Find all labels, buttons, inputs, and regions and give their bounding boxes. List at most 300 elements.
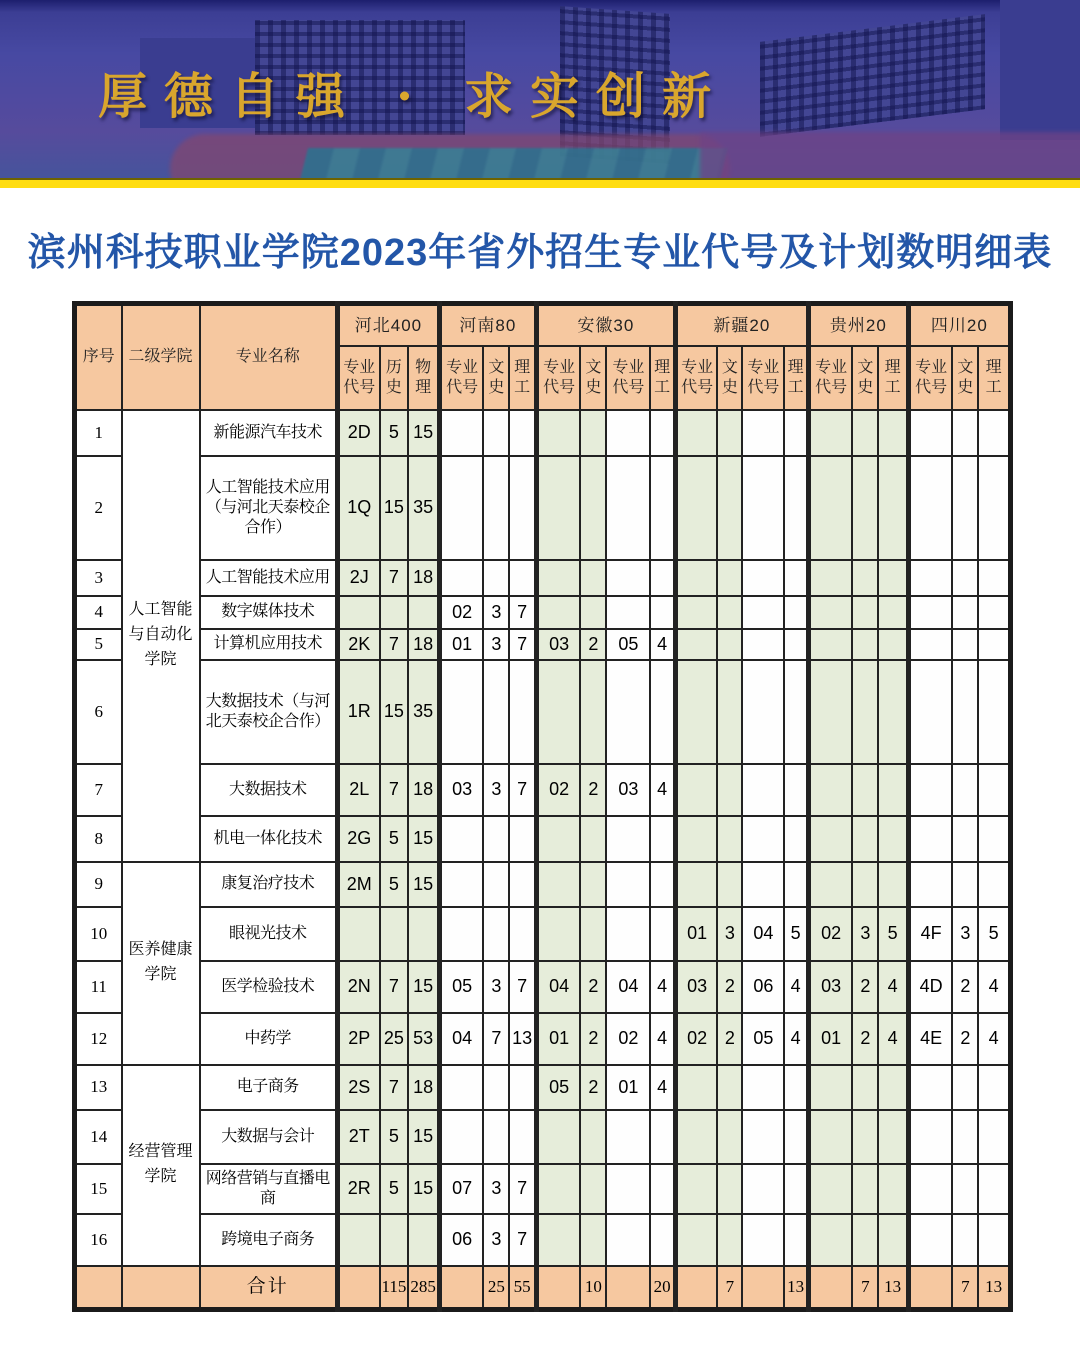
major-name-cell: 大数据与会计 xyxy=(200,1110,338,1164)
value-cell: 06 xyxy=(439,1214,483,1266)
value-cell: 01 xyxy=(808,1013,852,1065)
value-cell xyxy=(650,660,675,764)
value-cell: 03 xyxy=(439,764,483,816)
building-shape xyxy=(760,14,985,137)
value-cell xyxy=(675,816,717,862)
value-cell: 4F xyxy=(908,907,952,961)
value-cell: 02 xyxy=(536,764,580,816)
value-cell xyxy=(650,1214,675,1266)
value-cell xyxy=(908,1065,952,1110)
value-cell xyxy=(536,1214,580,1266)
subheader-cell: 物理 xyxy=(408,346,439,410)
total-value-cell: 7 xyxy=(852,1266,878,1310)
value-cell xyxy=(878,456,908,560)
value-cell xyxy=(536,862,580,907)
value-cell: 07 xyxy=(439,1164,483,1214)
value-cell xyxy=(717,560,742,596)
value-cell xyxy=(784,1065,808,1110)
value-cell: 7 xyxy=(380,560,409,596)
value-cell xyxy=(483,1110,509,1164)
value-cell xyxy=(439,660,483,764)
value-cell xyxy=(742,816,784,862)
value-cell xyxy=(742,764,784,816)
campus-ground-shape xyxy=(700,132,1080,178)
table-row xyxy=(75,862,1011,907)
value-cell: 06 xyxy=(742,961,784,1013)
table-row xyxy=(75,961,1011,1013)
value-cell xyxy=(606,410,650,456)
value-cell xyxy=(536,410,580,456)
value-cell xyxy=(742,596,784,629)
value-cell: 5 xyxy=(380,862,409,907)
value-cell xyxy=(483,560,509,596)
value-cell: 1R xyxy=(338,660,380,764)
value-cell xyxy=(606,596,650,629)
value-cell xyxy=(808,629,852,660)
value-cell: 05 xyxy=(536,1065,580,1110)
total-value-cell: 55 xyxy=(509,1266,536,1310)
major-name-cell: 新能源汽车技术 xyxy=(200,410,338,456)
value-cell xyxy=(536,907,580,961)
value-cell xyxy=(978,660,1010,764)
value-cell xyxy=(509,907,536,961)
row-number-cell: 4 xyxy=(75,596,122,629)
value-cell xyxy=(952,596,978,629)
value-cell xyxy=(439,907,483,961)
value-cell xyxy=(784,660,808,764)
value-cell xyxy=(483,907,509,961)
subheader-cell: 理工 xyxy=(978,346,1010,410)
row-number-cell: 9 xyxy=(75,862,122,907)
subheader-cell: 专业代号 xyxy=(338,346,380,410)
value-cell: 5 xyxy=(380,1164,409,1214)
value-cell: 2K xyxy=(338,629,380,660)
value-cell xyxy=(808,560,852,596)
value-cell: 2 xyxy=(580,961,606,1013)
value-cell: 7 xyxy=(509,961,536,1013)
value-cell xyxy=(978,764,1010,816)
value-cell xyxy=(978,1065,1010,1110)
value-cell xyxy=(908,764,952,816)
value-cell: 03 xyxy=(675,961,717,1013)
value-cell xyxy=(742,1164,784,1214)
value-cell xyxy=(908,1164,952,1214)
page-title: 滨州科技职业学院2023年省外招生专业代号及计划数明细表 xyxy=(27,232,1053,274)
value-cell xyxy=(878,596,908,629)
value-cell xyxy=(580,862,606,907)
value-cell: 2N xyxy=(338,961,380,1013)
total-value-cell xyxy=(675,1266,717,1310)
value-cell xyxy=(483,862,509,907)
value-cell xyxy=(952,862,978,907)
value-cell: 18 xyxy=(408,629,439,660)
value-cell: 7 xyxy=(380,764,409,816)
value-cell: 2 xyxy=(717,1013,742,1065)
subheader-cell: 专业代号 xyxy=(606,346,650,410)
school-motto-text: 厚德自强 · 求实创新 xyxy=(98,67,729,125)
value-cell: 3 xyxy=(483,596,509,629)
value-cell: 03 xyxy=(606,764,650,816)
row-number-cell: 15 xyxy=(75,1164,122,1214)
value-cell: 4 xyxy=(650,1013,675,1065)
value-cell xyxy=(952,816,978,862)
value-cell: 2 xyxy=(580,629,606,660)
value-cell xyxy=(439,410,483,456)
value-cell xyxy=(650,907,675,961)
value-cell: 4 xyxy=(650,764,675,816)
value-cell xyxy=(952,660,978,764)
table-row xyxy=(75,907,1011,961)
value-cell xyxy=(878,560,908,596)
value-cell: 05 xyxy=(439,961,483,1013)
value-cell xyxy=(784,816,808,862)
value-cell xyxy=(675,764,717,816)
value-cell xyxy=(878,862,908,907)
value-cell xyxy=(650,456,675,560)
value-cell: 18 xyxy=(408,764,439,816)
value-cell xyxy=(509,1065,536,1110)
value-cell xyxy=(908,596,952,629)
subheader-cell: 专业代号 xyxy=(536,346,580,410)
table-row xyxy=(75,1110,1011,1164)
value-cell xyxy=(952,410,978,456)
major-name-cell: 人工智能技术应用 xyxy=(200,560,338,596)
value-cell xyxy=(978,410,1010,456)
value-cell xyxy=(878,764,908,816)
value-cell xyxy=(808,660,852,764)
value-cell: 5 xyxy=(978,907,1010,961)
value-cell xyxy=(650,596,675,629)
value-cell xyxy=(784,560,808,596)
value-cell: 2 xyxy=(852,961,878,1013)
subheader-cell: 文史 xyxy=(717,346,742,410)
value-cell: 25 xyxy=(380,1013,409,1065)
value-cell: 3 xyxy=(952,907,978,961)
value-cell xyxy=(808,410,852,456)
value-cell: 3 xyxy=(483,961,509,1013)
value-cell xyxy=(606,907,650,961)
value-cell xyxy=(650,1164,675,1214)
table-row xyxy=(75,660,1011,764)
value-cell: 01 xyxy=(439,629,483,660)
value-cell xyxy=(908,560,952,596)
value-cell: 4 xyxy=(784,1013,808,1065)
subheader-cell: 历史 xyxy=(380,346,409,410)
value-cell: 5 xyxy=(380,816,409,862)
total-label-cell: 合计 xyxy=(200,1266,338,1310)
total-value-cell xyxy=(808,1266,852,1310)
value-cell xyxy=(852,862,878,907)
value-cell xyxy=(439,816,483,862)
value-cell: 04 xyxy=(536,961,580,1013)
value-cell: 7 xyxy=(509,764,536,816)
row-number-cell: 3 xyxy=(75,560,122,596)
value-cell: 02 xyxy=(808,907,852,961)
value-cell xyxy=(852,1214,878,1266)
value-cell: 2G xyxy=(338,816,380,862)
total-value-cell: 10 xyxy=(580,1266,606,1310)
subheader-cell: 文史 xyxy=(952,346,978,410)
province-header: 安徽30 xyxy=(536,304,675,346)
value-cell: 02 xyxy=(606,1013,650,1065)
value-cell: 3 xyxy=(483,1164,509,1214)
value-cell xyxy=(952,456,978,560)
value-cell: 7 xyxy=(380,1065,409,1110)
value-cell xyxy=(606,456,650,560)
major-name-cell: 电子商务 xyxy=(200,1065,338,1110)
value-cell: 5 xyxy=(878,907,908,961)
major-name-cell: 眼视光技术 xyxy=(200,907,338,961)
subheader-cell: 专业代号 xyxy=(742,346,784,410)
total-value-cell: 13 xyxy=(878,1266,908,1310)
value-cell: 4E xyxy=(908,1013,952,1065)
corner-header-1: 序号 xyxy=(75,304,122,410)
value-cell: 2L xyxy=(338,764,380,816)
value-cell: 2D xyxy=(338,410,380,456)
value-cell: 15 xyxy=(408,961,439,1013)
total-value-cell xyxy=(439,1266,483,1310)
value-cell xyxy=(808,1214,852,1266)
value-cell: 4 xyxy=(878,1013,908,1065)
value-cell xyxy=(536,560,580,596)
value-cell: 15 xyxy=(408,410,439,456)
value-cell: 4 xyxy=(878,961,908,1013)
total-value-cell xyxy=(606,1266,650,1310)
major-name-cell: 康复治疗技术 xyxy=(200,862,338,907)
corner-header-3: 专业名称 xyxy=(200,304,338,410)
value-cell xyxy=(536,660,580,764)
value-cell xyxy=(878,1164,908,1214)
value-cell xyxy=(606,660,650,764)
value-cell: 02 xyxy=(675,1013,717,1065)
table-row xyxy=(75,629,1011,660)
value-cell: 4 xyxy=(978,1013,1010,1065)
province-header: 河南80 xyxy=(439,304,536,346)
total-empty-cell xyxy=(75,1266,122,1310)
value-cell xyxy=(675,629,717,660)
value-cell xyxy=(978,1214,1010,1266)
value-cell: 2P xyxy=(338,1013,380,1065)
value-cell xyxy=(808,862,852,907)
value-cell xyxy=(580,456,606,560)
value-cell xyxy=(675,560,717,596)
value-cell xyxy=(483,456,509,560)
value-cell xyxy=(978,456,1010,560)
value-cell: 13 xyxy=(509,1013,536,1065)
value-cell xyxy=(536,816,580,862)
table-row xyxy=(75,816,1011,862)
value-cell xyxy=(878,1065,908,1110)
value-cell xyxy=(908,410,952,456)
value-cell xyxy=(675,660,717,764)
row-number-cell: 1 xyxy=(75,410,122,456)
value-cell xyxy=(952,560,978,596)
row-number-cell: 14 xyxy=(75,1110,122,1164)
value-cell xyxy=(509,410,536,456)
value-cell: 3 xyxy=(717,907,742,961)
value-cell: 7 xyxy=(509,1164,536,1214)
value-cell xyxy=(878,816,908,862)
total-value-cell: 20 xyxy=(650,1266,675,1310)
table-row xyxy=(75,560,1011,596)
subheader-cell: 理工 xyxy=(650,346,675,410)
major-name-cell: 医学检验技术 xyxy=(200,961,338,1013)
total-value-cell: 13 xyxy=(784,1266,808,1310)
value-cell xyxy=(408,1214,439,1266)
value-cell xyxy=(509,456,536,560)
value-cell xyxy=(606,560,650,596)
major-name-cell: 大数据技术（与河北天泰校企合作） xyxy=(200,660,338,764)
value-cell: 3 xyxy=(483,1214,509,1266)
value-cell xyxy=(952,1110,978,1164)
value-cell: 4 xyxy=(978,961,1010,1013)
value-cell xyxy=(808,816,852,862)
value-cell: 7 xyxy=(509,629,536,660)
value-cell xyxy=(675,1164,717,1214)
value-cell xyxy=(878,1110,908,1164)
table-row xyxy=(75,764,1011,816)
value-cell: 3 xyxy=(483,764,509,816)
value-cell xyxy=(717,1214,742,1266)
province-header: 河北400 xyxy=(338,304,440,346)
value-cell xyxy=(852,410,878,456)
value-cell xyxy=(408,596,439,629)
value-cell xyxy=(784,1164,808,1214)
total-value-cell: 7 xyxy=(717,1266,742,1310)
value-cell: 15 xyxy=(408,816,439,862)
value-cell: 04 xyxy=(742,907,784,961)
value-cell xyxy=(439,862,483,907)
value-cell xyxy=(908,660,952,764)
value-cell xyxy=(509,862,536,907)
value-cell xyxy=(784,1214,808,1266)
row-number-cell: 6 xyxy=(75,660,122,764)
college-cell: 医养健康学院 xyxy=(122,862,200,1065)
value-cell xyxy=(650,1110,675,1164)
value-cell: 4D xyxy=(908,961,952,1013)
value-cell: 2T xyxy=(338,1110,380,1164)
value-cell xyxy=(675,1065,717,1110)
value-cell xyxy=(852,660,878,764)
value-cell xyxy=(509,816,536,862)
value-cell xyxy=(408,907,439,961)
value-cell xyxy=(483,410,509,456)
row-number-cell: 16 xyxy=(75,1214,122,1266)
value-cell: 01 xyxy=(536,1013,580,1065)
major-name-cell: 中药学 xyxy=(200,1013,338,1065)
value-cell xyxy=(606,1214,650,1266)
value-cell: 05 xyxy=(742,1013,784,1065)
major-name-cell: 跨境电子商务 xyxy=(200,1214,338,1266)
value-cell xyxy=(675,596,717,629)
total-value-cell: 7 xyxy=(952,1266,978,1310)
value-cell: 53 xyxy=(408,1013,439,1065)
value-cell: 2 xyxy=(952,1013,978,1065)
value-cell xyxy=(650,560,675,596)
value-cell: 4 xyxy=(784,961,808,1013)
value-cell xyxy=(784,410,808,456)
value-cell: 5 xyxy=(784,907,808,961)
value-cell xyxy=(908,862,952,907)
value-cell xyxy=(808,456,852,560)
value-cell: 2 xyxy=(717,961,742,1013)
value-cell xyxy=(952,764,978,816)
subheader-cell: 理工 xyxy=(784,346,808,410)
value-cell: 15 xyxy=(380,456,409,560)
value-cell: 2M xyxy=(338,862,380,907)
value-cell xyxy=(784,596,808,629)
major-name-cell: 人工智能技术应用（与河北天泰校企合作） xyxy=(200,456,338,560)
value-cell xyxy=(784,1110,808,1164)
value-cell xyxy=(536,456,580,560)
value-cell xyxy=(380,1214,409,1266)
value-cell: 15 xyxy=(408,1164,439,1214)
value-cell: 03 xyxy=(536,629,580,660)
value-cell xyxy=(808,1110,852,1164)
total-row xyxy=(75,1266,1011,1310)
total-value-cell xyxy=(536,1266,580,1310)
value-cell: 5 xyxy=(380,1110,409,1164)
value-cell xyxy=(784,862,808,907)
value-cell: 4 xyxy=(650,961,675,1013)
value-cell xyxy=(952,1065,978,1110)
value-cell xyxy=(852,1110,878,1164)
subheader-cell: 理工 xyxy=(509,346,536,410)
value-cell xyxy=(580,1214,606,1266)
row-number-cell: 13 xyxy=(75,1065,122,1110)
value-cell xyxy=(878,1214,908,1266)
value-cell: 2 xyxy=(580,764,606,816)
value-cell: 15 xyxy=(408,862,439,907)
row-number-cell: 7 xyxy=(75,764,122,816)
value-cell xyxy=(580,596,606,629)
value-cell: 15 xyxy=(408,1110,439,1164)
value-cell xyxy=(742,862,784,907)
value-cell: 2S xyxy=(338,1065,380,1110)
total-value-cell: 285 xyxy=(408,1266,439,1310)
value-cell xyxy=(606,816,650,862)
value-cell xyxy=(717,1164,742,1214)
value-cell xyxy=(852,560,878,596)
subheader-cell: 文史 xyxy=(580,346,606,410)
value-cell xyxy=(978,862,1010,907)
value-cell xyxy=(536,1164,580,1214)
value-cell xyxy=(675,1214,717,1266)
value-cell xyxy=(784,629,808,660)
value-cell xyxy=(852,1065,878,1110)
row-number-cell: 2 xyxy=(75,456,122,560)
subheader-cell: 专业代号 xyxy=(908,346,952,410)
sports-field-shape xyxy=(292,148,728,178)
value-cell xyxy=(952,629,978,660)
value-cell xyxy=(717,456,742,560)
enrollment-plan-table xyxy=(72,301,1013,1312)
value-cell xyxy=(580,1110,606,1164)
value-cell: 04 xyxy=(606,961,650,1013)
value-cell xyxy=(978,816,1010,862)
province-header: 贵州20 xyxy=(808,304,908,346)
corner-header-2: 二级学院 xyxy=(122,304,200,410)
value-cell xyxy=(509,1110,536,1164)
major-name-cell: 大数据技术 xyxy=(200,764,338,816)
total-value-cell: 25 xyxy=(483,1266,509,1310)
value-cell xyxy=(717,596,742,629)
value-cell: 5 xyxy=(380,410,409,456)
value-cell xyxy=(742,1110,784,1164)
value-cell xyxy=(852,816,878,862)
value-cell xyxy=(742,1065,784,1110)
value-cell xyxy=(717,1110,742,1164)
